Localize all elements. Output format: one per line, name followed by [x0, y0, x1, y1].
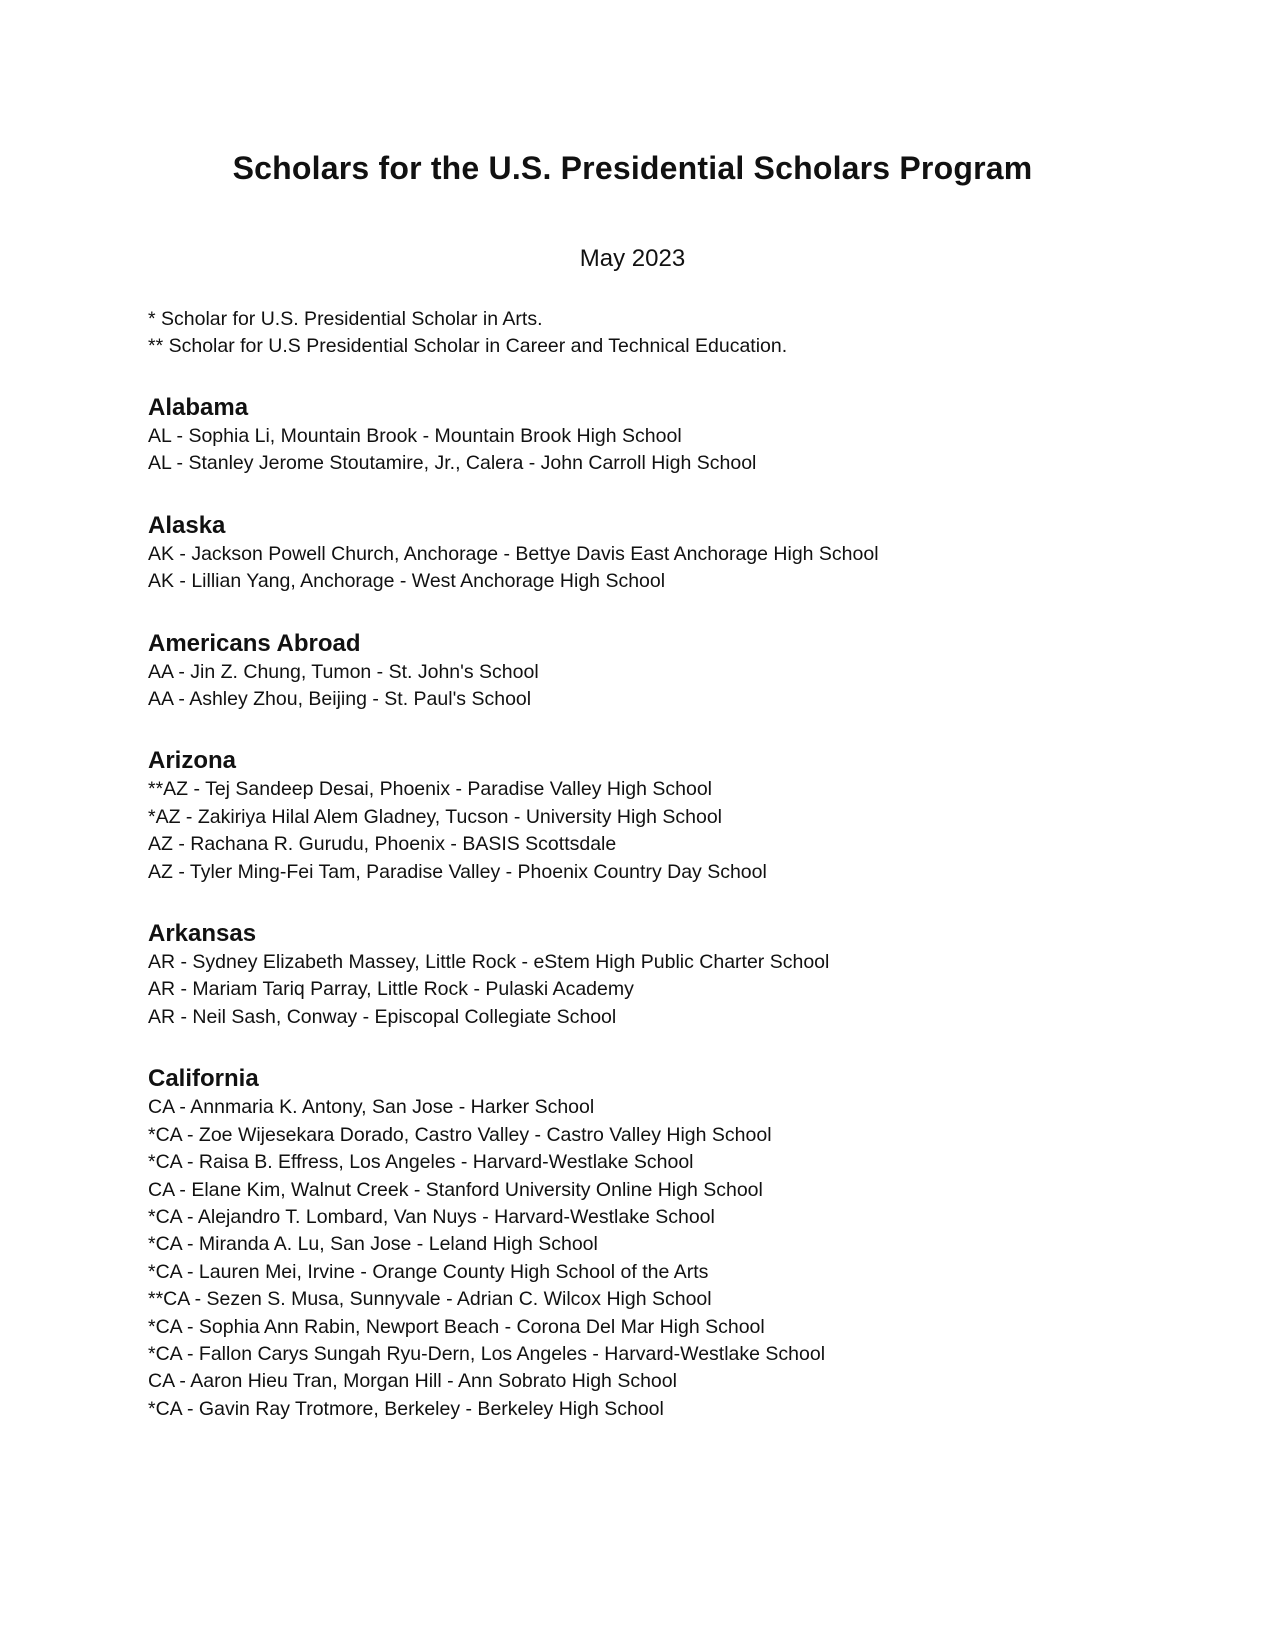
- scholar-entry: CA - Aaron Hieu Tran, Morgan Hill - Ann Sobrato High School: [148, 1370, 677, 1393]
- scholar-entry: AA - Ashley Zhou, Beijing - St. Paul's School: [148, 688, 532, 711]
- scholar-entry: *CA - Raisa B. Effress, Los Angeles - Harvard-Westlake School: [148, 1151, 694, 1174]
- section-heading: Americans Abroad: [148, 629, 361, 657]
- page-date: May 2023: [579, 245, 686, 272]
- scholar-entry: **AZ - Tej Sandeep Desai, Phoenix - Paradise Valley High School: [148, 778, 713, 801]
- section-heading: Arkansas: [148, 920, 257, 948]
- scholar-entry: *CA - Lauren Mei, Irvine - Orange County High School of the Arts: [148, 1260, 709, 1283]
- scholar-entry: AZ - Tyler Ming-Fei Tam, Paradise Valley - Phoenix Country Day School: [148, 860, 767, 883]
- scholar-entry: CA - Elane Kim, Walnut Creek - Stanford University Online High School: [148, 1178, 763, 1201]
- scholar-entry: **CA - Sezen S. Musa, Sunnyvale - Adrian C. Wilcox High School: [148, 1288, 712, 1311]
- section-heading: Alaska: [148, 511, 226, 539]
- section-americans-abroad: [148, 629, 1148, 714]
- note-career-technical: ** Scholar for U.S Presidential Scholar in Career and Technical Education.: [148, 335, 788, 357]
- section-alaska: [148, 511, 1148, 596]
- scholar-entry: AZ - Rachana R. Gurudu, Phoenix - BASIS Scottsdale: [148, 833, 617, 856]
- section-alabama: [148, 393, 1148, 478]
- scholar-entry: CA - Annmaria K. Antony, San Jose - Harker School: [148, 1096, 595, 1119]
- scholar-entry: *CA - Gavin Ray Trotmore, Berkeley - Berkeley High School: [148, 1397, 664, 1420]
- scholar-entry: *CA - Fallon Carys Sungah Ryu-Dern, Los Angeles - Harvard-Westlake School: [148, 1342, 826, 1365]
- section-heading: Alabama: [148, 394, 249, 421]
- scholar-entry: AK - Lillian Yang, Anchorage - West Anchorage High School: [148, 570, 666, 593]
- section-california: [148, 1064, 1148, 1423]
- state-sections: [148, 393, 1148, 1456]
- section-heading: California: [148, 1065, 259, 1093]
- scholar-entry: AR - Neil Sash, Conway - Episcopal Collegiate School: [148, 1005, 617, 1028]
- scholar-entry: AL - Stanley Jerome Stoutamire, Jr., Calera - John Carroll High School: [148, 452, 757, 475]
- scholar-entry: AA - Jin Z. Chung, Tumon - St. John's School: [148, 660, 539, 683]
- scholar-entry: AR - Sydney Elizabeth Massey, Little Rock - eStem High Public Charter School: [148, 951, 830, 974]
- section-arkansas: [148, 919, 1148, 1031]
- page-title: Scholars for the U.S. Presidential Scholars Program: [232, 150, 1033, 186]
- note-arts: * Scholar for U.S. Presidential Scholar in Arts.: [148, 308, 543, 330]
- scholar-entry: *CA - Sophia Ann Rabin, Newport Beach - Corona Del Mar High School: [148, 1315, 765, 1338]
- legend-notes: [148, 306, 1148, 360]
- scholar-entry: *CA - Alejandro T. Lombard, Van Nuys - Harvard-Westlake School: [148, 1205, 715, 1228]
- scholar-entry: *AZ - Zakiriya Hilal Alem Gladney, Tucson - University High School: [148, 805, 723, 828]
- scholar-entry: AL - Sophia Li, Mountain Brook - Mountain Brook High School: [148, 425, 682, 447]
- scholar-entry: *CA - Zoe Wijesekara Dorado, Castro Valley - Castro Valley High School: [148, 1123, 772, 1146]
- scholar-entry: AK - Jackson Powell Church, Anchorage - Bettye Davis East Anchorage High School: [148, 542, 879, 565]
- section-arizona: [148, 746, 1148, 886]
- scholar-entry: AR - Mariam Tariq Parray, Little Rock - Pulaski Academy: [148, 978, 634, 1001]
- section-heading: Arizona: [148, 747, 237, 775]
- scholar-entry: *CA - Miranda A. Lu, San Jose - Leland High School: [148, 1233, 598, 1256]
